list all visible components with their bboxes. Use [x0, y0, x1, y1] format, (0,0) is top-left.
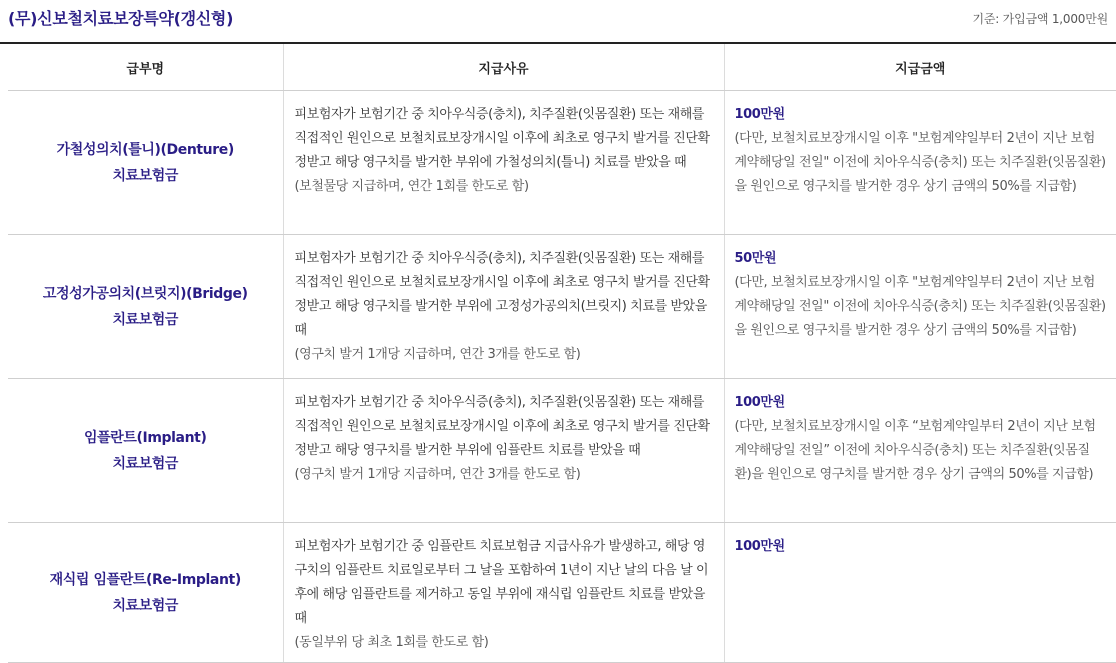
reason-text: 피보험자가 보험기간 중 치아우식증(충치), 치주질환(잇몸질환) 또는 재해를 직접적인 원인으로 보철치료보장개시일 이후에 최초로 영구치 발거를 진단확정받고 해당 영구치를 발거한 부위에 가철성의치(틀니) 치료를 받았을 때 — [294, 107, 710, 170]
reason-cell — [283, 235, 724, 379]
column-header-amount: 지급금액 — [724, 44, 1116, 91]
reason-note: (영구치 발거 1개당 지급하며, 연간 3개를 한도로 함) — [294, 347, 581, 362]
reason-text: 피보험자가 보험기간 중 임플란트 치료보험금 지급사유가 발생하고, 해당 영구치의 임플란트 치료일로부터 그 날을 포함하여 1년이 지난 날의 다음 날 이후에 해당 임플란트를 제거하고 동일 부위에 재식립 임플란트 치료를 받았을 때 — [294, 539, 709, 626]
amount-cell — [724, 379, 1116, 523]
reason-note: (영구치 발거 1개당 지급하며, 연간 3개를 한도로 함) — [294, 467, 581, 482]
amount-condition: (다만, 보철치료보장개시일 이후 “보험계약일부터 2년이 지난 보험계약해당일 전일” 이전에 치아우식증(충치) 또는 치주질환(잇몸질환)을 원인으로 영구치를 발거한 경우 상기 금액의 50%를 지급함) — [734, 419, 1096, 482]
benefit-name: 고정성가공의치(브릿지)(Bridge) — [42, 285, 248, 302]
benefit-table — [8, 44, 1116, 663]
amount-value: 100만원 — [734, 539, 785, 554]
amount-cell — [724, 235, 1116, 379]
column-header-benefit: 급부명 — [8, 44, 283, 91]
benefit-name-suffix: 치료보험금 — [112, 167, 179, 184]
benefit-name-cell — [8, 379, 283, 523]
benefit-name-suffix: 치료보험금 — [112, 455, 179, 472]
benefit-name-cell — [8, 523, 283, 663]
benefit-name-suffix: 치료보험금 — [112, 311, 179, 328]
page-header — [0, 0, 1116, 44]
column-header-reason: 지급사유 — [283, 44, 724, 91]
reason-text: 피보험자가 보험기간 중 치아우식증(충치), 치주질환(잇몸질환) 또는 재해를 직접적인 원인으로 보철치료보장개시일 이후에 최초로 영구치 발거를 진단확정받고 해당 영구치를 발거한 부위에 임플란트 치료를 받았을 때 — [294, 395, 710, 458]
table-header-row — [8, 44, 1116, 91]
table-row — [8, 379, 1116, 523]
benefit-name: 재식립 임플란트(Re-Implant) — [49, 571, 241, 588]
basis-note: 기준: 가입금액 1,000만원 — [972, 12, 1108, 26]
benefit-name: 임플란트(Implant) — [84, 429, 207, 446]
amount-value: 100만원 — [734, 107, 785, 122]
benefit-name: 가철성의치(틀니)(Denture) — [56, 141, 234, 158]
benefit-name-cell — [8, 235, 283, 379]
amount-value: 100만원 — [734, 395, 785, 410]
amount-condition: (다만, 보철치료보장개시일 이후 "보험계약일부터 2년이 지난 보험 계약해당일 전일" 이전에 치아우식증(충치) 또는 치주질환(잇몸질환)을 원인으로 영구치를 발거한 경우 상기 금액의 50%를 지급함) — [734, 131, 1106, 194]
reason-text: 피보험자가 보험기간 중 치아우식증(충치), 치주질환(잇몸질환) 또는 재해를 직접적인 원인으로 보철치료보장개시일 이후에 최초로 영구치 발거를 진단확정받고 해당 영구치를 발거한 부위에 고정성가공의치(브릿지) 치료를 받았을 때 — [294, 251, 710, 338]
reason-cell — [283, 91, 724, 235]
reason-note: (동일부위 당 최초 1회를 한도로 함) — [294, 635, 489, 650]
amount-cell — [724, 91, 1116, 235]
amount-condition: (다만, 보철치료보장개시일 이후 "보험계약일부터 2년이 지난 보험계약해당일 전일" 이전에 치아우식증(충치) 또는 치주질환(잇몸질환)을 원인으로 영구치를 발거한 경우 상기 금액의 50%를 지급함) — [734, 275, 1106, 338]
benefit-name-suffix: 치료보험금 — [112, 597, 179, 614]
benefit-name-cell — [8, 91, 283, 235]
table-row — [8, 91, 1116, 235]
reason-note: (보철물당 지급하며, 연간 1회를 한도로 함) — [294, 179, 529, 194]
table-row — [8, 523, 1116, 663]
table-row — [8, 235, 1116, 379]
amount-cell — [724, 523, 1116, 663]
reason-cell — [283, 523, 724, 663]
reason-cell — [283, 379, 724, 523]
page-title: (무)신보철치료보장특약(갱신형) — [8, 9, 234, 28]
amount-value: 50만원 — [734, 251, 777, 266]
